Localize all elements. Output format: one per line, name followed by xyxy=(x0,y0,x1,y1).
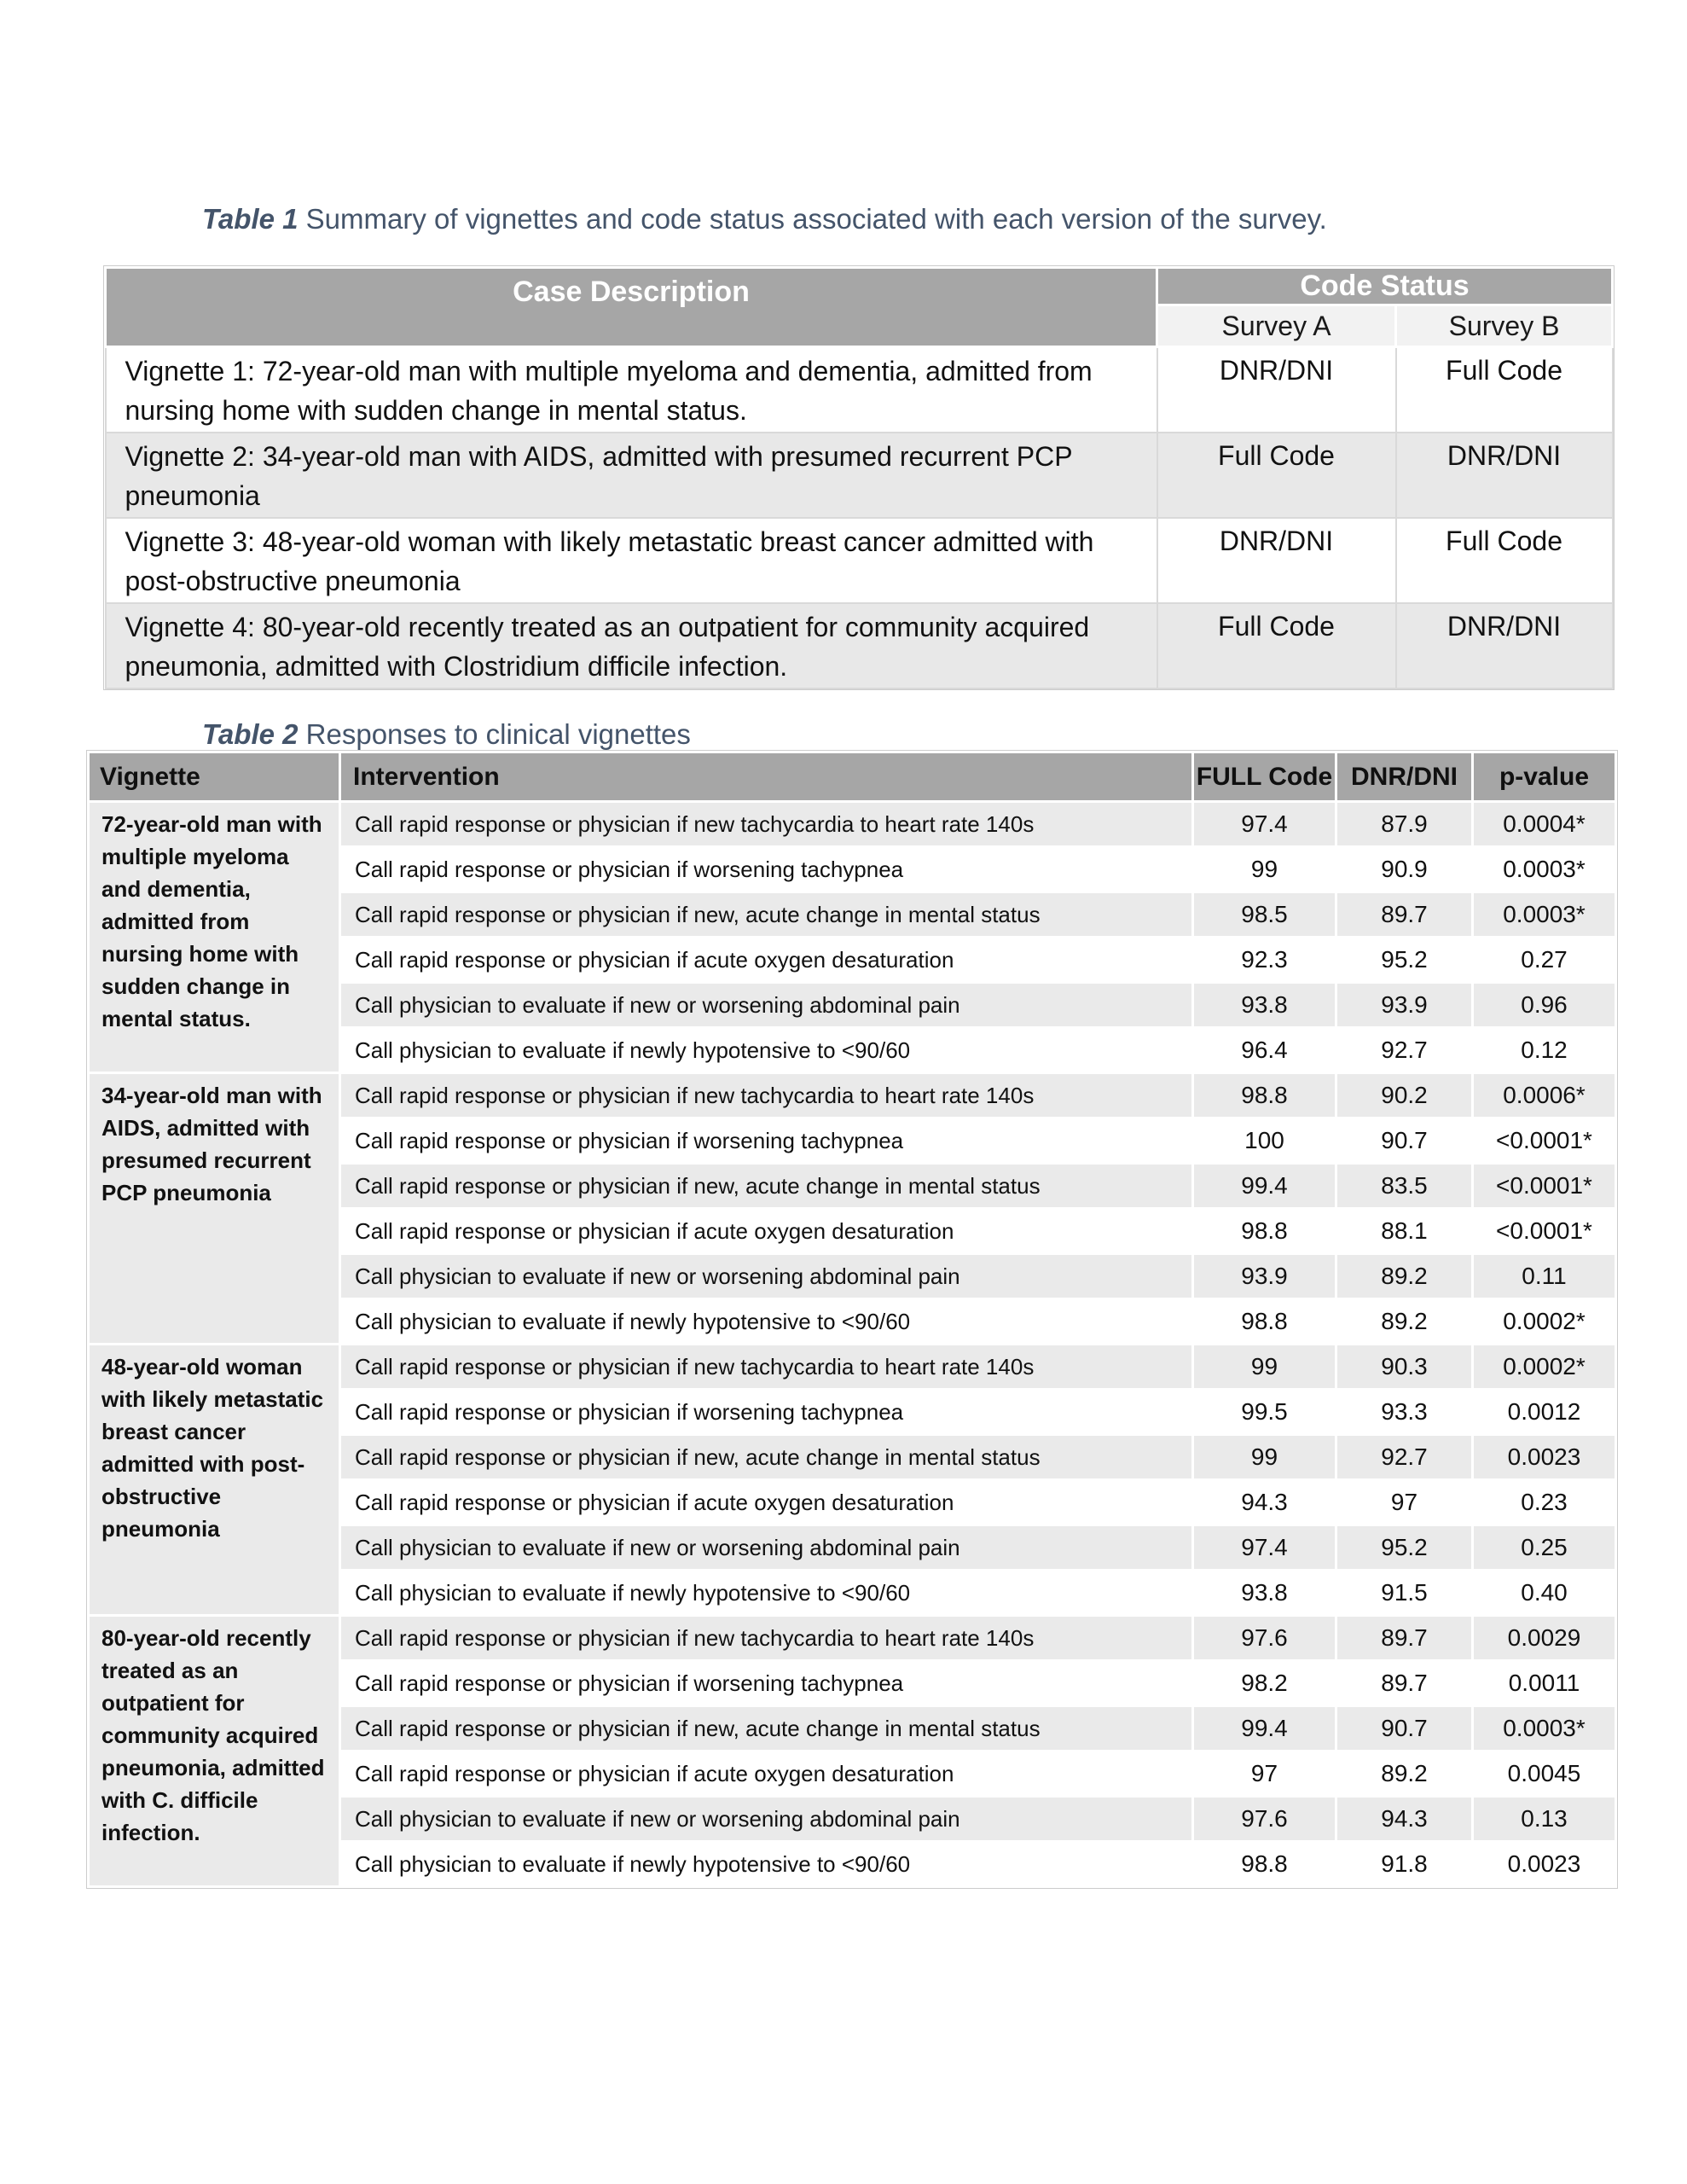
table1-title-text: Summary of vignettes and code status associated with each version of the survey. xyxy=(298,203,1327,235)
table2-row xyxy=(89,1345,1616,1390)
full-code-cell: 98.8 xyxy=(1193,1073,1336,1118)
dnr-dni-cell: 83.5 xyxy=(1336,1164,1473,1209)
full-code-cell: 99 xyxy=(1193,847,1336,892)
intervention-cell: Call physician to evaluate if newly hypotensive to <90/60 xyxy=(340,1028,1193,1073)
intervention-cell: Call rapid response or physician if new tachycardia to heart rate 140s xyxy=(340,802,1193,847)
dnr-dni-cell: 88.1 xyxy=(1336,1209,1473,1254)
intervention-cell: Call physician to evaluate if newly hypotensive to <90/60 xyxy=(340,1299,1193,1345)
full-code-cell: 93.8 xyxy=(1193,983,1336,1028)
table1-title-prefix: Table 1 xyxy=(202,203,299,235)
dnr-dni-cell: 92.7 xyxy=(1336,1435,1473,1480)
p-value-cell: 0.0004* xyxy=(1473,802,1616,847)
intervention-cell: Call rapid response or physician if acute oxygen desaturation xyxy=(340,1480,1193,1525)
intervention-cell: Call rapid response or physician if worsening tachypnea xyxy=(340,1390,1193,1435)
dnr-dni-cell: 90.9 xyxy=(1336,847,1473,892)
p-value-cell: 0.0003* xyxy=(1473,1706,1616,1751)
full-code-cell: 99.4 xyxy=(1193,1706,1336,1751)
p-value-cell: 0.0003* xyxy=(1473,892,1616,938)
survey-b-cell: Full Code xyxy=(1396,518,1613,603)
full-code-cell: 97.6 xyxy=(1193,1797,1336,1842)
dnr-dni-cell: 93.3 xyxy=(1336,1390,1473,1435)
table2 xyxy=(87,751,1617,1888)
p-value-cell: 0.27 xyxy=(1473,938,1616,983)
p-value-cell: 0.25 xyxy=(1473,1525,1616,1571)
intervention-cell: Call rapid response or physician if new tachycardia to heart rate 140s xyxy=(340,1345,1193,1390)
p-value-cell: 0.0002* xyxy=(1473,1299,1616,1345)
p-value-cell: 0.96 xyxy=(1473,983,1616,1028)
full-code-cell: 94.3 xyxy=(1193,1480,1336,1525)
case-description-cell: Vignette 2: 34-year-old man with AIDS, admitted with presumed recurrent PCP pneumonia xyxy=(106,433,1157,518)
table1-body xyxy=(106,347,1613,689)
p-value-cell: 0.12 xyxy=(1473,1028,1616,1073)
intervention-cell: Call rapid response or physician if new, acute change in mental status xyxy=(340,1435,1193,1480)
table1-header-survey-a: Survey A xyxy=(1157,305,1396,347)
full-code-cell: 96.4 xyxy=(1193,1028,1336,1073)
full-code-cell: 97.4 xyxy=(1193,1525,1336,1571)
table2-header-full-code: FULL Code xyxy=(1193,752,1336,802)
full-code-cell: 99 xyxy=(1193,1435,1336,1480)
table2-header-vignette: Vignette xyxy=(89,752,340,802)
full-code-cell: 99.5 xyxy=(1193,1390,1336,1435)
p-value-cell: 0.0045 xyxy=(1473,1751,1616,1797)
table2-title-prefix: Table 2 xyxy=(202,718,299,750)
full-code-cell: 97.4 xyxy=(1193,802,1336,847)
p-value-cell: 0.13 xyxy=(1473,1797,1616,1842)
intervention-cell: Call physician to evaluate if new or worsening abdominal pain xyxy=(340,1254,1193,1299)
table1-row xyxy=(106,603,1613,688)
intervention-cell: Call physician to evaluate if new or worsening abdominal pain xyxy=(340,1797,1193,1842)
p-value-cell: 0.11 xyxy=(1473,1254,1616,1299)
table1-header-code-status: Code Status xyxy=(1157,268,1613,305)
table1-header-case-description: Case Description xyxy=(106,268,1157,347)
dnr-dni-cell: 89.7 xyxy=(1336,1661,1473,1706)
table2-title xyxy=(202,718,691,751)
dnr-dni-cell: 91.5 xyxy=(1336,1571,1473,1616)
full-code-cell: 93.9 xyxy=(1193,1254,1336,1299)
full-code-cell: 98.8 xyxy=(1193,1299,1336,1345)
table2-header-dnr-dni: DNR/DNI xyxy=(1336,752,1473,802)
table1-header xyxy=(106,268,1613,347)
intervention-cell: Call rapid response or physician if new tachycardia to heart rate 140s xyxy=(340,1616,1193,1661)
table1-title xyxy=(202,203,1327,235)
p-value-cell: 0.0029 xyxy=(1473,1616,1616,1661)
table2-body xyxy=(89,802,1616,1887)
p-value-cell: 0.0003* xyxy=(1473,847,1616,892)
case-description-cell: Vignette 3: 48-year-old woman with likely metastatic breast cancer admitted with post-obstructive pneumonia xyxy=(106,518,1157,603)
survey-b-cell: DNR/DNI xyxy=(1396,603,1613,688)
intervention-cell: Call rapid response or physician if worsening tachypnea xyxy=(340,1118,1193,1164)
dnr-dni-cell: 89.2 xyxy=(1336,1254,1473,1299)
p-value-cell: <0.0001* xyxy=(1473,1164,1616,1209)
dnr-dni-cell: 87.9 xyxy=(1336,802,1473,847)
p-value-cell: <0.0001* xyxy=(1473,1209,1616,1254)
survey-a-cell: Full Code xyxy=(1157,603,1396,688)
survey-a-cell: Full Code xyxy=(1157,433,1396,518)
table1-row xyxy=(106,433,1613,518)
table2-title-text: Responses to clinical vignettes xyxy=(298,718,691,750)
intervention-cell: Call rapid response or physician if new tachycardia to heart rate 140s xyxy=(340,1073,1193,1118)
case-description-cell: Vignette 4: 80-year-old recently treated as an outpatient for community acquired pneumonia, admitted with Clostridium difficile infection. xyxy=(106,603,1157,688)
dnr-dni-cell: 90.7 xyxy=(1336,1706,1473,1751)
survey-a-cell: DNR/DNI xyxy=(1157,347,1396,433)
intervention-cell: Call physician to evaluate if new or worsening abdominal pain xyxy=(340,983,1193,1028)
survey-a-cell: DNR/DNI xyxy=(1157,518,1396,603)
survey-b-cell: DNR/DNI xyxy=(1396,433,1613,518)
table2-header-p-value: p-value xyxy=(1473,752,1616,802)
intervention-cell: Call rapid response or physician if acute oxygen desaturation xyxy=(340,1751,1193,1797)
table2-row xyxy=(89,1073,1616,1118)
dnr-dni-cell: 89.2 xyxy=(1336,1751,1473,1797)
full-code-cell: 97 xyxy=(1193,1751,1336,1797)
p-value-cell: 0.0006* xyxy=(1473,1073,1616,1118)
table2-row xyxy=(89,802,1616,847)
dnr-dni-cell: 90.3 xyxy=(1336,1345,1473,1390)
full-code-cell: 98.8 xyxy=(1193,1842,1336,1887)
intervention-cell: Call rapid response or physician if new, acute change in mental status xyxy=(340,1706,1193,1751)
dnr-dni-cell: 93.9 xyxy=(1336,983,1473,1028)
table2-row xyxy=(89,1616,1616,1661)
p-value-cell: 0.0011 xyxy=(1473,1661,1616,1706)
full-code-cell: 99 xyxy=(1193,1345,1336,1390)
survey-b-cell: Full Code xyxy=(1396,347,1613,433)
intervention-cell: Call rapid response or physician if new, acute change in mental status xyxy=(340,892,1193,938)
p-value-cell: 0.0023 xyxy=(1473,1842,1616,1887)
intervention-cell: Call rapid response or physician if acute oxygen desaturation xyxy=(340,1209,1193,1254)
full-code-cell: 100 xyxy=(1193,1118,1336,1164)
intervention-cell: Call physician to evaluate if newly hypotensive to <90/60 xyxy=(340,1571,1193,1616)
full-code-cell: 93.8 xyxy=(1193,1571,1336,1616)
vignette-cell: 34-year-old man with AIDS, admitted with presumed recurrent PCP pneumonia xyxy=(89,1073,340,1345)
p-value-cell: 0.0002* xyxy=(1473,1345,1616,1390)
full-code-cell: 98.5 xyxy=(1193,892,1336,938)
full-code-cell: 98.2 xyxy=(1193,1661,1336,1706)
full-code-cell: 99.4 xyxy=(1193,1164,1336,1209)
intervention-cell: Call physician to evaluate if new or worsening abdominal pain xyxy=(340,1525,1193,1571)
intervention-cell: Call rapid response or physician if worsening tachypnea xyxy=(340,1661,1193,1706)
table2-header xyxy=(89,752,1616,802)
intervention-cell: Call rapid response or physician if worsening tachypnea xyxy=(340,847,1193,892)
table2-header-intervention: Intervention xyxy=(340,752,1193,802)
vignette-cell: 80-year-old recently treated as an outpatient for community acquired pneumonia, admitted with C. difficile infection. xyxy=(89,1616,340,1887)
intervention-cell: Call rapid response or physician if acute oxygen desaturation xyxy=(340,938,1193,983)
dnr-dni-cell: 89.7 xyxy=(1336,1616,1473,1661)
dnr-dni-cell: 91.8 xyxy=(1336,1842,1473,1887)
full-code-cell: 92.3 xyxy=(1193,938,1336,983)
p-value-cell: 0.23 xyxy=(1473,1480,1616,1525)
vignette-cell: 72-year-old man with multiple myeloma and dementia, admitted from nursing home with sudden change in mental status. xyxy=(89,802,340,1073)
dnr-dni-cell: 89.7 xyxy=(1336,892,1473,938)
intervention-cell: Call physician to evaluate if newly hypotensive to <90/60 xyxy=(340,1842,1193,1887)
dnr-dni-cell: 97 xyxy=(1336,1480,1473,1525)
p-value-cell: 0.40 xyxy=(1473,1571,1616,1616)
dnr-dni-cell: 95.2 xyxy=(1336,938,1473,983)
full-code-cell: 98.8 xyxy=(1193,1209,1336,1254)
intervention-cell: Call rapid response or physician if new, acute change in mental status xyxy=(340,1164,1193,1209)
p-value-cell: 0.0023 xyxy=(1473,1435,1616,1480)
dnr-dni-cell: 95.2 xyxy=(1336,1525,1473,1571)
dnr-dni-cell: 94.3 xyxy=(1336,1797,1473,1842)
table1 xyxy=(104,266,1614,689)
dnr-dni-cell: 92.7 xyxy=(1336,1028,1473,1073)
table1-row xyxy=(106,518,1613,603)
p-value-cell: 0.0012 xyxy=(1473,1390,1616,1435)
table1-row xyxy=(106,347,1613,433)
table1-header-survey-b: Survey B xyxy=(1396,305,1613,347)
p-value-cell: <0.0001* xyxy=(1473,1118,1616,1164)
case-description-cell: Vignette 1: 72-year-old man with multiple myeloma and dementia, admitted from nursing home with sudden change in mental status. xyxy=(106,347,1157,433)
vignette-cell: 48-year-old woman with likely metastatic breast cancer admitted with post-obstructive pneumonia xyxy=(89,1345,340,1616)
dnr-dni-cell: 90.2 xyxy=(1336,1073,1473,1118)
dnr-dni-cell: 89.2 xyxy=(1336,1299,1473,1345)
dnr-dni-cell: 90.7 xyxy=(1336,1118,1473,1164)
full-code-cell: 97.6 xyxy=(1193,1616,1336,1661)
